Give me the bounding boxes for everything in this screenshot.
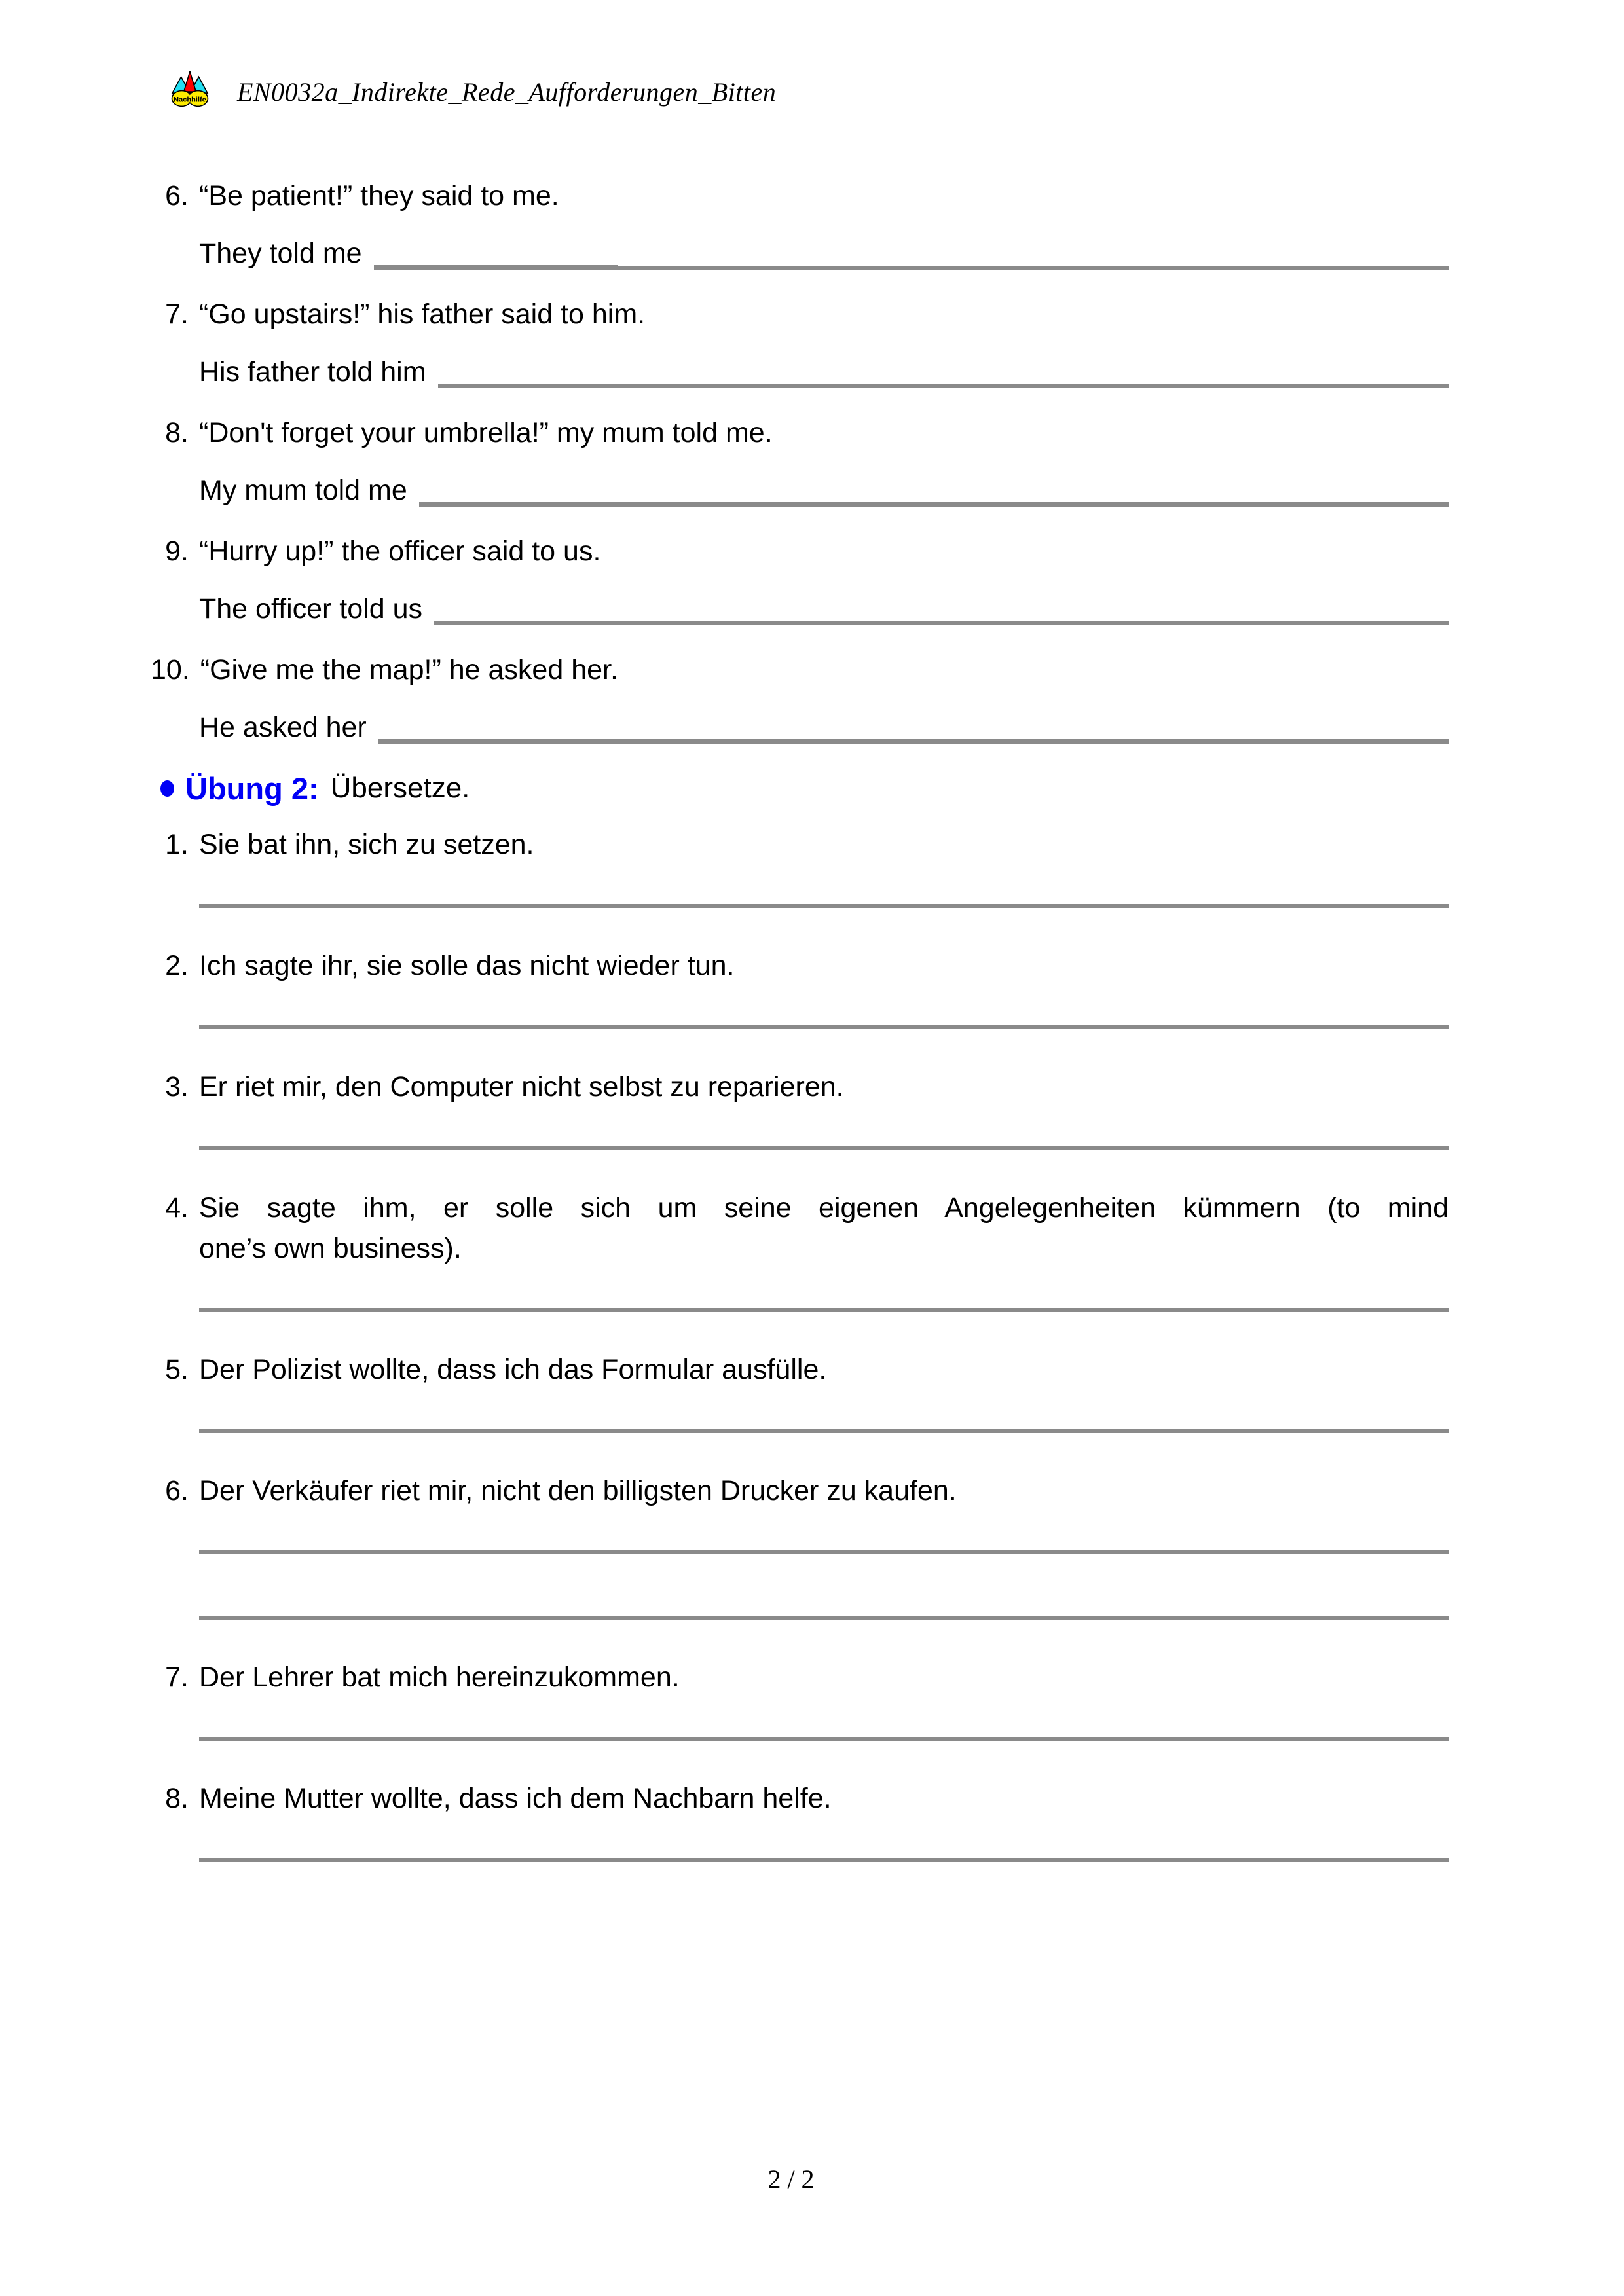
exercise1-list bbox=[151, 175, 1449, 748]
answer-prompt: He asked her bbox=[199, 712, 367, 743]
quote-text: “Give me the map!” he asked her. bbox=[200, 654, 618, 685]
worksheet-content bbox=[151, 175, 1449, 1862]
exercise-item bbox=[151, 531, 1449, 629]
page-header bbox=[170, 71, 776, 107]
quote-text: “Hurry up!” the officer said to us. bbox=[199, 536, 601, 567]
answer-line bbox=[199, 1737, 1449, 1741]
translation-item bbox=[151, 945, 1449, 1029]
translation-text: Der Lehrer bat mich hereinzukommen. bbox=[199, 1662, 680, 1693]
bullet-icon bbox=[160, 780, 174, 797]
answer-prompt: My mum told me bbox=[199, 475, 407, 506]
item-number: 8. bbox=[165, 417, 189, 448]
translation-item bbox=[151, 1778, 1449, 1862]
item-number: 8. bbox=[165, 1783, 189, 1814]
translation-text: Der Verkäufer riet mir, nicht den billigsten Drucker zu kaufen. bbox=[199, 1475, 957, 1506]
translation-text: Meine Mutter wollte, dass ich dem Nachbarn helfe. bbox=[199, 1783, 832, 1814]
quote-text: “Be patient!” they said to me. bbox=[199, 180, 559, 211]
item-number: 7. bbox=[165, 1662, 189, 1693]
answer-line bbox=[199, 1550, 1449, 1554]
exercise-item bbox=[151, 294, 1449, 392]
answer-blank-line bbox=[374, 265, 1449, 270]
answer-line bbox=[199, 904, 1449, 908]
item-number: 3. bbox=[165, 1071, 189, 1102]
answer-prompt: His father told him bbox=[199, 356, 426, 388]
translation-text-continued: one’s own business). bbox=[199, 1233, 462, 1264]
answer-line bbox=[199, 1858, 1449, 1862]
item-number: 5. bbox=[165, 1354, 189, 1385]
answer-line bbox=[199, 1146, 1449, 1150]
answer-prompt: They told me bbox=[199, 238, 362, 269]
answer-prompt: The officer told us bbox=[199, 593, 422, 625]
translation-item bbox=[151, 1188, 1449, 1312]
item-number: 4. bbox=[165, 1192, 189, 1224]
translation-item bbox=[151, 1657, 1449, 1741]
item-number: 1. bbox=[165, 829, 189, 860]
page-number: 2 / 2 bbox=[767, 2164, 815, 2194]
exercise-item bbox=[151, 649, 1449, 748]
answer-line bbox=[199, 1616, 1449, 1620]
answer-blank-line bbox=[419, 502, 1449, 507]
quote-text: “Go upstairs!” his father said to him. bbox=[199, 299, 646, 330]
exercise-item bbox=[151, 175, 1449, 274]
exercise2-instruction: Übersetze. bbox=[330, 772, 470, 804]
answer-blank-line bbox=[378, 739, 1449, 744]
item-number: 2. bbox=[165, 950, 189, 981]
answer-line bbox=[199, 1025, 1449, 1029]
item-number: 9. bbox=[165, 536, 189, 567]
logo-text: Nachhilfe bbox=[174, 96, 206, 104]
translation-text: Sie bat ihn, sich zu setzen. bbox=[199, 829, 534, 860]
translation-item bbox=[151, 1349, 1449, 1433]
exercise2-label: Übung 2: bbox=[185, 771, 319, 806]
answer-line bbox=[199, 1429, 1449, 1433]
translation-text: Der Polizist wollte, dass ich das Formular ausfülle. bbox=[199, 1354, 827, 1385]
item-number: 6. bbox=[165, 1475, 189, 1506]
quote-text: “Don't forget your umbrella!” my mum told me. bbox=[199, 417, 773, 448]
translation-text: Er riet mir, den Computer nicht selbst zu reparieren. bbox=[199, 1071, 844, 1102]
document-title: EN0032a_Indirekte_Rede_Aufforderungen_Bitten bbox=[237, 77, 777, 107]
translation-item bbox=[151, 1066, 1449, 1150]
answer-blank-line bbox=[434, 621, 1449, 625]
answer-blank-line bbox=[438, 384, 1449, 388]
translation-item bbox=[151, 1470, 1449, 1620]
item-number: 7. bbox=[165, 299, 189, 330]
exercise2-header bbox=[151, 768, 1449, 809]
item-number: 6. bbox=[165, 180, 189, 211]
nachhilfe-logo-icon bbox=[170, 71, 210, 107]
exercise2-list bbox=[151, 824, 1449, 1862]
item-number: 10. bbox=[151, 654, 190, 685]
translation-text: Sie sagte ihm, er solle sich um seine eigenen Angelegenheiten kümmern (to mind bbox=[199, 1192, 1449, 1224]
answer-line bbox=[199, 1308, 1449, 1312]
translation-item bbox=[151, 824, 1449, 908]
translation-text: Ich sagte ihr, sie solle das nicht wieder tun. bbox=[199, 950, 735, 981]
exercise-item bbox=[151, 412, 1449, 511]
